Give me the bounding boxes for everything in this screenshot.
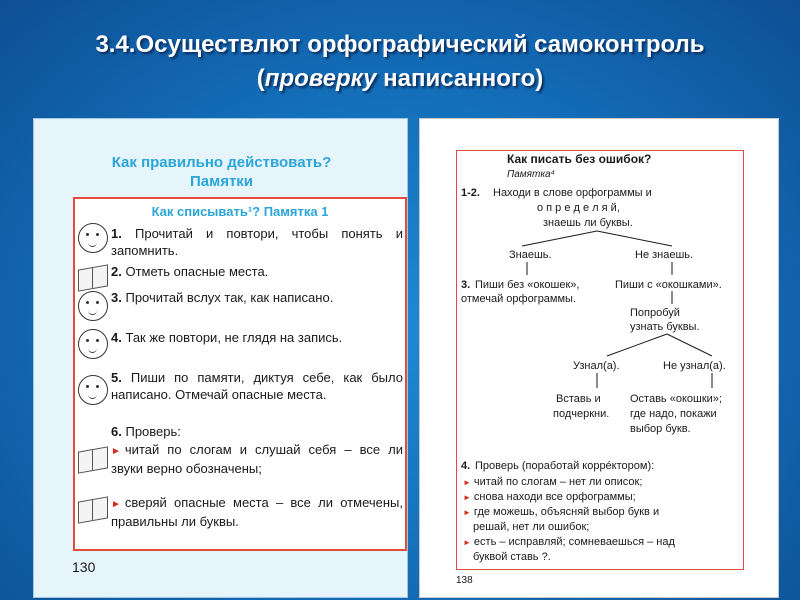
memo-box-no-errors: Как писать без ошибок? Памятка⁴ 1-2. Находи в слове орфограммы и о п р е д е л я й, знаешь ли буквы. Знаешь. Не знаешь. 3. Пиши без «окошек», отмечай орфограммы. Пиши с «окошками». Попробуй узнать буквы. Узнал(а). Не узнал(а). Вставь и подчеркни. Оставь «окошки»; где надо, покажи выбор букв. 4. Проверь (поработай корре́ктором): ► читай по слогам – нет ли описок; ► снова находи все орфограммы; ► где можешь, объясняй выбор букв и решай, нет ли ошибок; ► есть – исправляй; сомневаешься – над буквой ставь ?. (456, 150, 744, 570)
branch-learned: Узнал(а). (573, 360, 620, 372)
left-page-heading: Как правильно действовать? Памятки (111, 154, 332, 190)
memo-title: Как писать без ошибок? (507, 152, 652, 166)
textbook-page-right (419, 118, 779, 598)
branch-not-learned: Не узнал(а). (663, 360, 726, 372)
textbook-page-left (33, 118, 408, 598)
branch-dont-know: Не знаешь. (635, 249, 694, 261)
step-4-number: 4. (461, 460, 471, 472)
page-number: 138 (456, 575, 473, 586)
book-icon (78, 446, 108, 473)
child-face-icon (78, 291, 108, 321)
memo-box-title: Как списывать¹? Памятка 1 (151, 204, 329, 219)
child-face-icon (78, 223, 108, 253)
slide-title-emphasis: проверку (264, 65, 377, 92)
step-1: 1. Прочитай и повтори, чтобы понять и запомнить. (111, 226, 403, 258)
step-12-number: 1-2. (461, 187, 480, 199)
step-6: 6. Проверь: (111, 424, 181, 439)
slide-title-line2: (проверку написанного) (256, 65, 544, 92)
book-icon (78, 264, 108, 291)
check-bullet: ► читай по слогам – нет ли описок; (463, 476, 643, 488)
step-5: 5. Пиши по памяти, диктуя себе, как было написано. Отмечай опасные места. (111, 370, 403, 402)
step-4: 4. Так же повтори, не глядя на запись. (111, 330, 343, 345)
check-bullet: ► есть – исправляй; сомневаешься – над (463, 536, 675, 548)
page-number: 130 (72, 559, 96, 575)
slide-title (0, 28, 800, 96)
memo-number: Памятка⁴ (507, 169, 555, 180)
child-face-icon (78, 329, 108, 359)
slide-title-line1: 3.4.Осуществлют орфографический самоконтроль (95, 31, 705, 58)
step-3: 3. Прочитай вслух так, как написано. (111, 290, 334, 305)
memo-box-copying (73, 197, 407, 551)
book-icon (78, 496, 108, 523)
check-bullet: ► снова находи все орфограммы; (463, 491, 636, 503)
check-bullet: ► где можешь, объясняй выбор букв и (463, 506, 660, 518)
check-bullet-2: ► сверяй опасные места – все ли отмечены, правильны ли буквы. (111, 495, 403, 529)
step-2: 2. Отметь опасные места. (111, 264, 269, 279)
write-with-windows: Пиши с «окошками». (615, 279, 722, 291)
branch-know: Знаешь. (509, 249, 552, 261)
child-face-icon (78, 375, 108, 405)
check-bullet-1: ► читай по слогам и слушай себя – все ли звуки верно обозначены; (111, 442, 403, 476)
